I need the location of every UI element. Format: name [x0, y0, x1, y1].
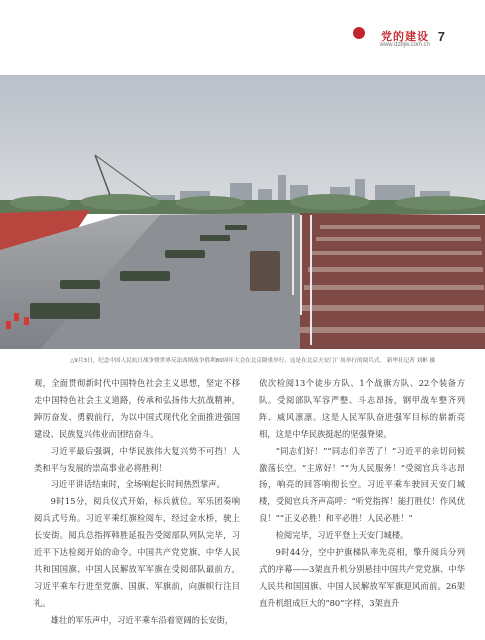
page-number: 7 — [437, 29, 445, 44]
magazine-url: www.dzbjw.com.cn — [379, 42, 430, 48]
magazine-brand: 党的建设 — [381, 30, 429, 43]
article-paragraph: 9时15分，阅兵仪式开始，标兵就位。军乐团奏响阅兵式号角。习近平乘红旗检阅车，经过金水桥，驶上长安街。阅兵总指挥韩胜延报告受阅部队列队完毕，习近平下达检阅开始的命令。中国共产党党旗、中华人民共和国国旗、中国人民解放军军旗在受阅部队最前方，习近平乘车行进至党旗、国旗、军旗前，向旗帜行注目礼。 — [34, 496, 240, 608]
photo-caption: △9月3日，纪念中国人民抗日战争暨世界反法西斯战争胜利80周年大会在北京隆重举行，这是在北京天安门广场举行的阅兵式。 新华社记者 刘彬 摄 — [70, 358, 436, 364]
article-paragraph: 雄壮的军乐声中，习近平乘车沿着宽阔的长安街， — [50, 614, 234, 625]
article-right-column — [259, 375, 465, 612]
page-header — [0, 0, 485, 52]
article-paragraph: 9时44分，空中护旗梯队率先亮相，擎升阅兵分列式的序幕——3架直升机分别悬挂中国共产党党旗、中华人民共和国国旗、中国人民解放军军旗迎风而前。26架直升机组成巨大的“80”字样，3架直升 — [259, 547, 465, 608]
article-paragraph: “同志们好！”“同志们辛苦了！”习近平的亲切问候激荡长空。“主席好！”“为人民服务！”受阅官兵斗志昂扬，响亮的回答响彻长空。习近平乘车驶回天安门城楼，受阅官兵齐声高呼：“听党指挥！能打胜仗！作风优良！”“正义必胜！和平必胜！人民必胜！” — [259, 445, 465, 524]
article-left-column — [34, 375, 240, 629]
article-paragraph: 依次检阅13个徒步方队、1个战旗方队、22个装备方队。受阅部队军容严整、斗志昂扬，钢甲战车整齐列阵、威风凛凛。这是人民军队奋进强军目标的崭新亮相，这是中华民族挺起的坚强脊梁。 — [259, 378, 465, 439]
parade-scene-illustration — [0, 75, 485, 349]
party-emblem-icon — [353, 27, 365, 39]
article-paragraph: 观，全面贯彻新时代中国特色社会主义思想，坚定不移走中国特色社会主义道路，传承和弘扬伟大抗战精神，踔厉奋发、勇毅前行，为以中国式现代化全面推进强国建设、民族复兴伟业而团结奋斗。 — [34, 378, 240, 439]
article-paragraph: 检阅完毕，习近平登上天安门城楼。 — [275, 530, 409, 541]
article-paragraph: 习近平讲话结束时，全场响起长时间热烈掌声。 — [50, 479, 225, 490]
parade-photo — [0, 75, 485, 349]
article-paragraph: 习近平最后强调，中华民族伟大复兴势不可挡！人类和平与发展的崇高事业必将胜利！ — [34, 445, 240, 473]
